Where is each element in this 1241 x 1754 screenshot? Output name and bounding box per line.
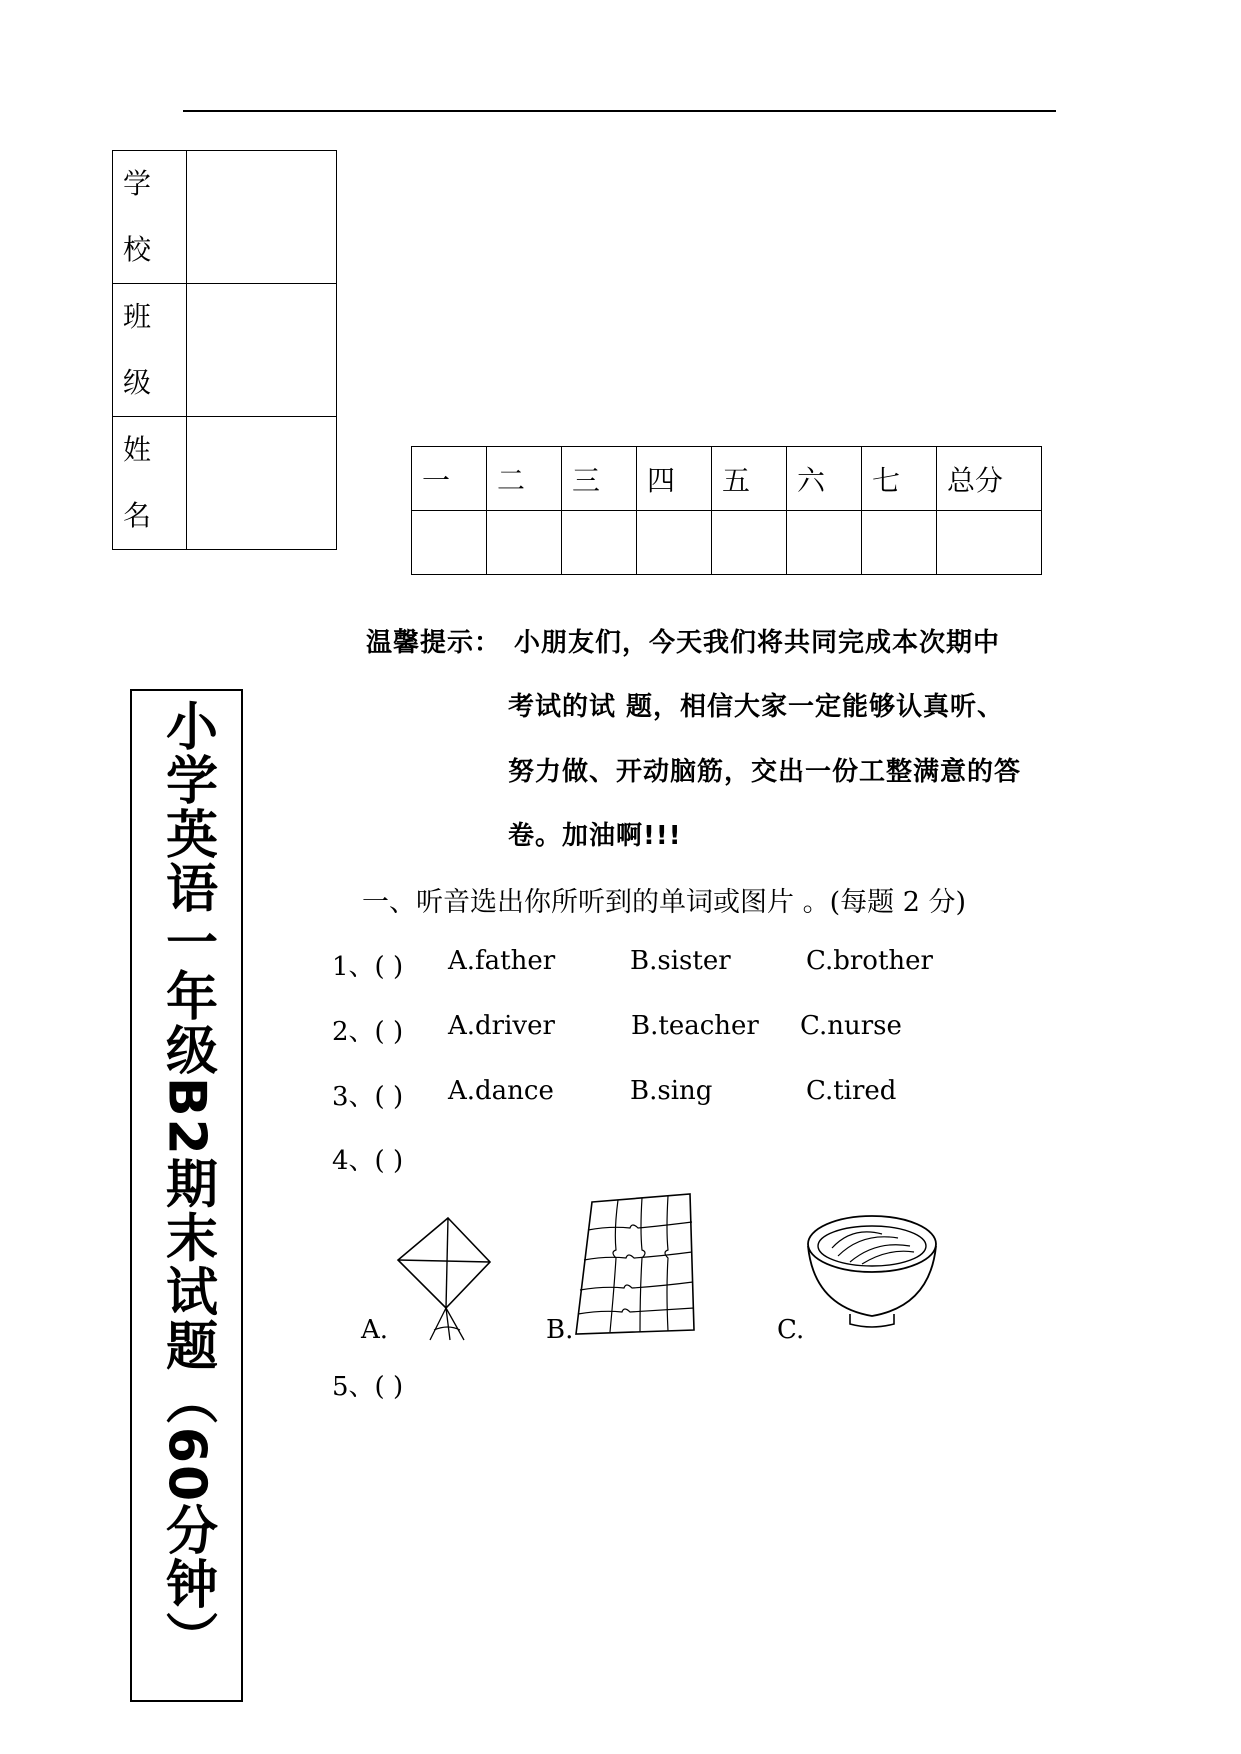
tip-line: 考试的试 题，相信大家一定能够认真听、: [508, 692, 1005, 722]
score-cell[interactable]: [562, 511, 637, 575]
question-number: 2、( ): [332, 1017, 404, 1047]
score-cell[interactable]: [637, 511, 712, 575]
question-number: 1、( ): [332, 952, 404, 982]
kite-icon[interactable]: [390, 1212, 510, 1342]
option[interactable]: A.father: [448, 946, 556, 976]
score-table: [411, 446, 1042, 575]
score-header: 五: [712, 447, 787, 511]
question-number: 3、( ): [332, 1082, 404, 1112]
tip-line: 小朋友们，今天我们将共同完成本次期中: [514, 628, 1001, 658]
score-header: 一: [412, 447, 487, 511]
school-field[interactable]: [187, 151, 337, 284]
picture-option-label: C.: [777, 1315, 805, 1345]
tip-label: 温馨提示：: [366, 628, 502, 658]
score-cell[interactable]: [487, 511, 562, 575]
section-title: 一、听音选出你所听到的单词或图片 。(每题 2 分): [362, 887, 966, 918]
class-field[interactable]: [187, 284, 337, 417]
score-header-total: 总分: [937, 447, 1042, 511]
score-header: 六: [787, 447, 862, 511]
option[interactable]: C.nurse: [800, 1011, 902, 1041]
option[interactable]: C.brother: [806, 946, 933, 976]
school-label: 学 校: [113, 151, 187, 284]
name-field[interactable]: [187, 417, 337, 550]
score-cell[interactable]: [712, 511, 787, 575]
tip-line: 卷。加油啊!!!: [508, 821, 682, 851]
option[interactable]: B.sing: [630, 1076, 713, 1106]
exam-title: 小学英语一年级B2期末试题（60分钟）: [156, 699, 217, 1666]
score-header: 三: [562, 447, 637, 511]
score-header: 四: [637, 447, 712, 511]
option[interactable]: B.sister: [630, 946, 731, 976]
class-label: 班 级: [113, 284, 187, 417]
name-label: 姓 名: [113, 417, 187, 550]
exam-title-box: [130, 689, 243, 1702]
noodle-bowl-icon[interactable]: [802, 1206, 942, 1336]
student-info-table: [112, 150, 337, 550]
score-cell[interactable]: [412, 511, 487, 575]
question-number: 4、( ): [332, 1146, 404, 1176]
score-cell[interactable]: [862, 511, 937, 575]
option[interactable]: A.dance: [448, 1076, 554, 1106]
option[interactable]: B.teacher: [631, 1011, 759, 1041]
picture-option-label: A.: [361, 1315, 389, 1345]
option[interactable]: A.driver: [448, 1011, 555, 1041]
score-header: 七: [862, 447, 937, 511]
header-rule: [183, 110, 1056, 112]
puzzle-icon[interactable]: [570, 1190, 700, 1340]
picture-option-label: B.: [546, 1315, 574, 1345]
option[interactable]: C.tired: [806, 1076, 897, 1106]
tip-line: 努力做、开动脑筋，交出一份工整满意的答: [508, 757, 1022, 787]
score-cell[interactable]: [787, 511, 862, 575]
score-cell-total[interactable]: [937, 511, 1042, 575]
score-header: 二: [487, 447, 562, 511]
question-number: 5、( ): [332, 1372, 404, 1402]
